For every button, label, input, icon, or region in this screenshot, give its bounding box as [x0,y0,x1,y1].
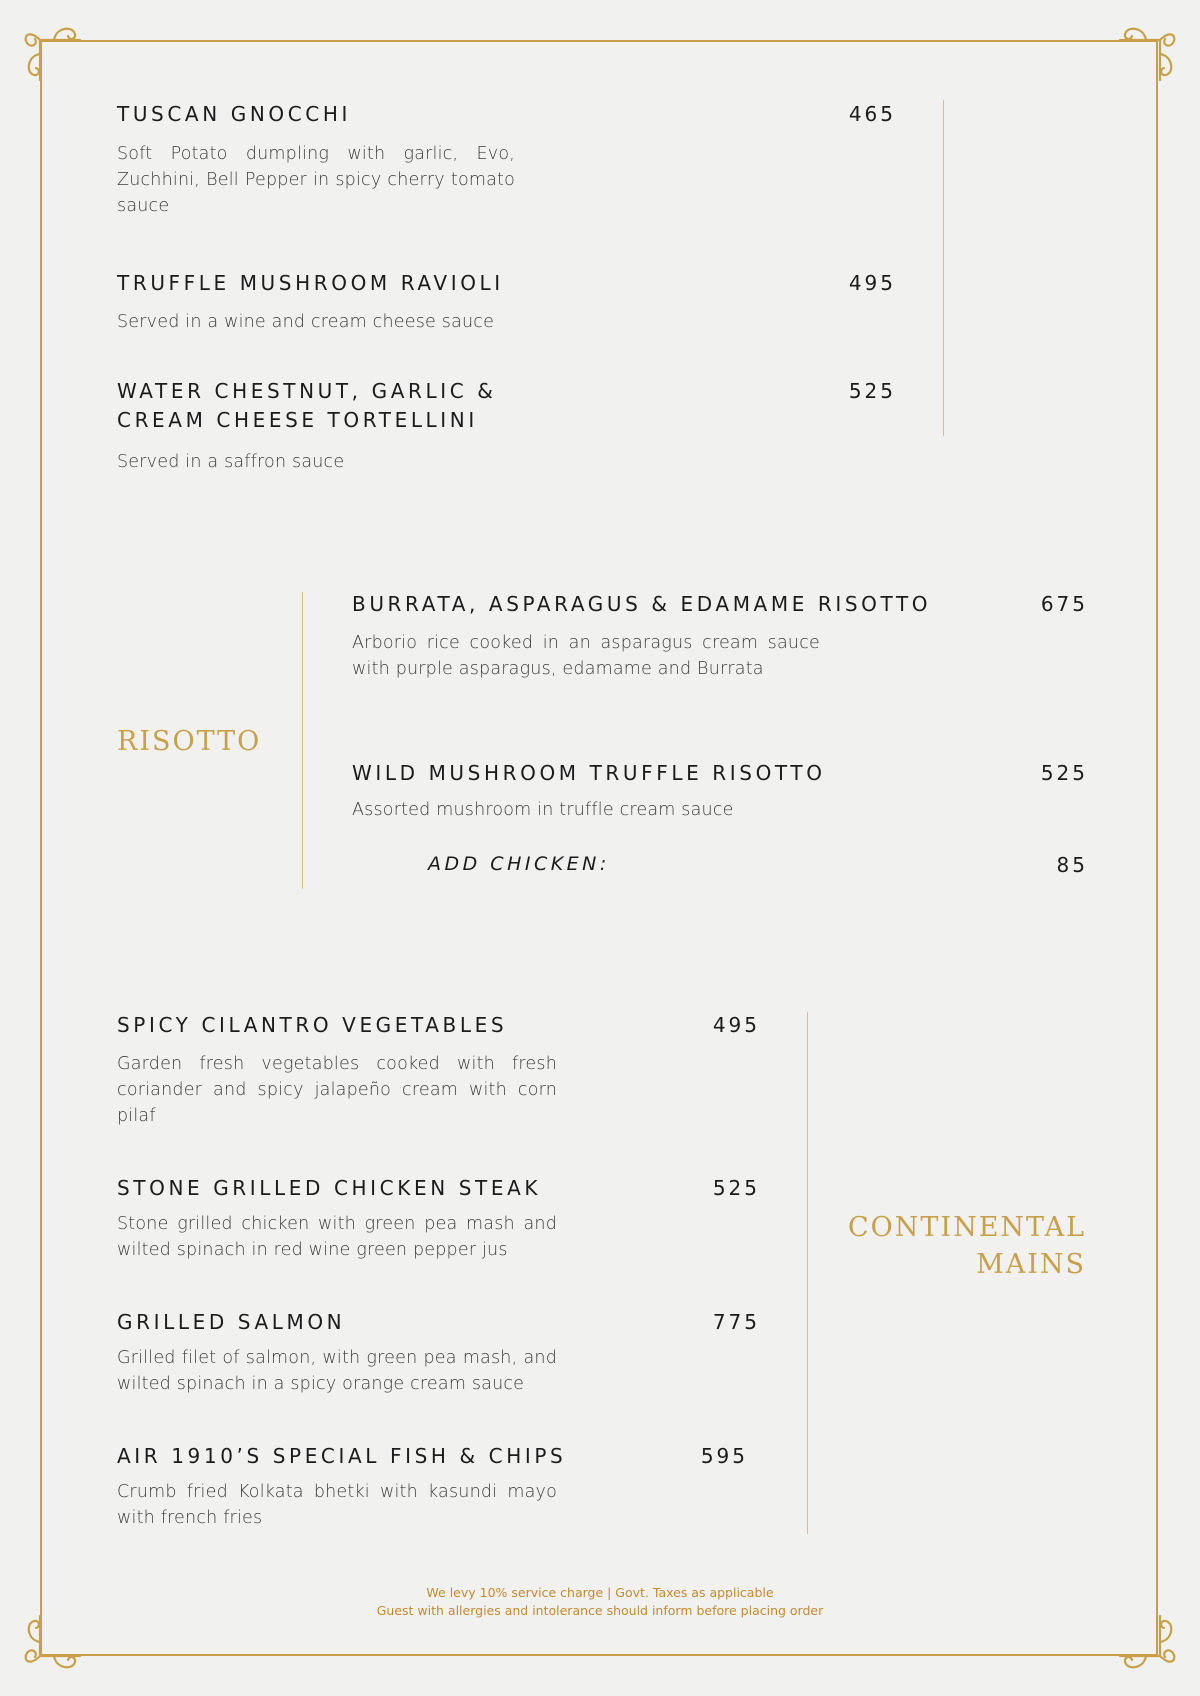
menu-item-description: Stone grilled chicken with green pea mash and wilted spinach in red wine green pepper jus [117,1214,557,1260]
menu-item-price: 525 [848,379,896,403]
menu-item-description: Served in a saffron sauce [117,452,345,472]
menu-item-name: AIR 1910’S SPECIAL FISH & CHIPS [117,1444,567,1468]
menu-item-price: 525 [712,1176,760,1200]
section-divider [807,1012,808,1534]
footer-note: We levy 10% service charge | Govt. Taxes as applicable [426,1585,774,1600]
flourish-corner-icon [1112,18,1182,88]
footer-note: Guest with allergies and intolerance should inform before placing order [376,1603,824,1618]
section-title-line: MAINS [976,1249,1086,1280]
section-divider [302,592,303,889]
menu-item-description: Garden fresh vegetables cooked with fresh coriander and spicy jalapeño cream with corn pilaf [117,1054,557,1126]
menu-item-price: 525 [1040,761,1088,785]
menu-item-description: Crumb fried Kolkata bhetki with kasundi mayo with french fries [117,1482,557,1528]
section-title [830,1209,1086,1283]
menu-item-name: STONE GRILLED CHICKEN STEAK [117,1176,542,1200]
menu-item-name: TUSCAN GNOCCHI [117,102,351,126]
menu-item-name: WATER CHESTNUT, GARLIC & CREAM CHEESE TORTELLINI [117,379,497,432]
menu-item-price: 465 [848,102,896,126]
menu-item-name: SPICY CILANTRO VEGETABLES [117,1013,508,1037]
menu-item-price: 675 [1040,592,1088,616]
menu-item-description: Arborio rice cooked in an asparagus cream sauce with purple asparagus, edamame and Burrata [352,633,820,679]
menu-item-name: GRILLED SALMON [117,1310,346,1334]
menu-item-description: Served in a wine and cream cheese sauce [117,312,495,332]
menu-item-name: BURRATA, ASPARAGUS & EDAMAME RISOTTO [352,592,932,616]
menu-item-name: TRUFFLE MUSHROOM RAVIOLI [117,271,504,295]
flourish-corner-icon [18,18,88,88]
section-divider [943,100,944,436]
menu-item-price: 495 [712,1013,760,1037]
menu-item-description: Grilled filet of salmon, with green pea mash, and wilted spinach in a spicy orange cream sauce [117,1348,557,1394]
section-title-line: CONTINENTAL [847,1212,1086,1243]
menu-item-price: 595 [700,1444,748,1468]
menu-item-price: 775 [712,1310,760,1334]
section-title: RISOTTO [117,726,262,757]
menu-item-description: Soft Potato dumpling with garlic, Evo, Zuchhini, Bell Pepper in spicy cherry tomato sauce [117,144,515,216]
menu-item-description: Assorted mushroom in truffle cream sauce [352,800,734,820]
addon-label: ADD CHICKEN: [428,853,610,875]
menu-item-price: 495 [848,271,896,295]
menu-item-name: WILD MUSHROOM TRUFFLE RISOTTO [352,761,826,785]
addon-price: 85 [1056,853,1088,877]
